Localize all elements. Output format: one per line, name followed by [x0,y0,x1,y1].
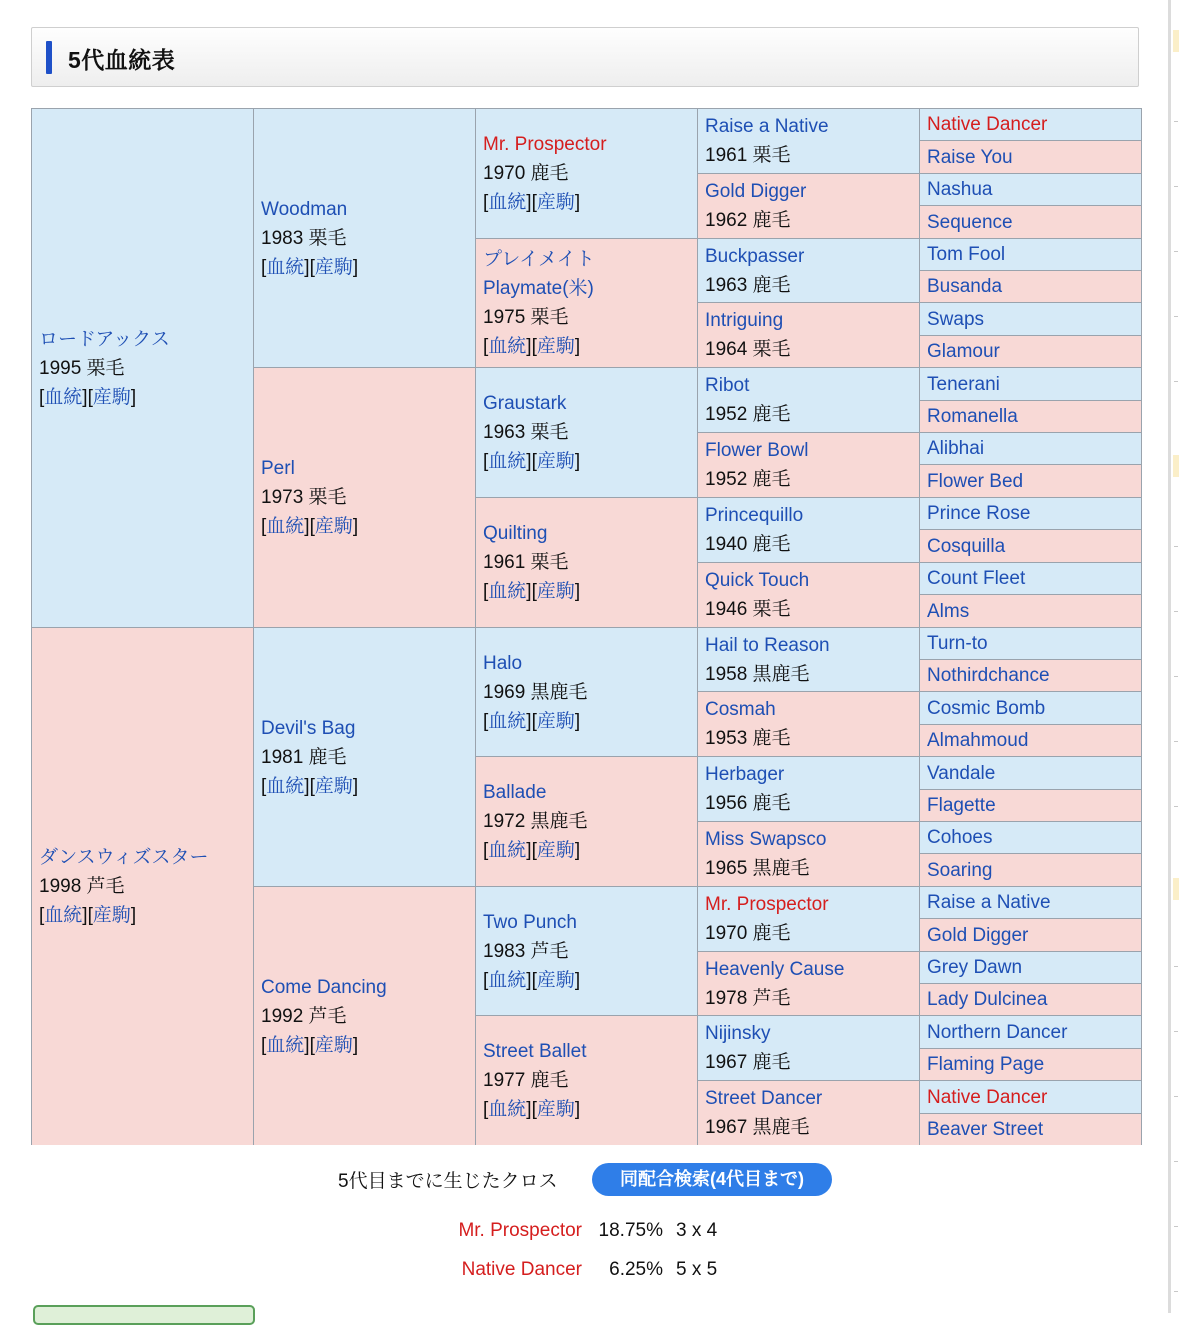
cross-horse-link[interactable]: Mr. Prospector [458,1220,582,1241]
cross-generation: 3 x 4 [676,1220,718,1241]
pedigree-cell-gen5 [920,725,1141,756]
horse-name-link[interactable]: Beaver Street [927,1119,1044,1140]
horse-name-link[interactable]: Count Fleet [927,568,1026,589]
pedigree-cell-gen3 [476,368,697,497]
horse-name-link[interactable]: Devil's Bag [261,717,356,739]
pedigree-cell-gen5 [920,465,1141,497]
pedigree-link[interactable]: 血統 [44,386,83,408]
pedigree-cell-gen4 [698,1016,919,1080]
horse-links: [血統][産駒] [483,336,581,357]
pedigree-cell-gen3 [476,109,697,238]
horse-name-link[interactable]: Nijinsky [705,1023,771,1044]
pedigree-cell-gen4 [698,303,919,367]
pedigree-cell-gen5 [920,303,1141,335]
horse-year-color: 1970 鹿毛 [483,163,569,184]
horse-name-link[interactable]: Tom Fool [927,244,1006,265]
section-header [31,27,1139,87]
pedigree-cell-gen5 [920,206,1141,238]
pedigree-cell-gen1 [32,109,253,627]
offspring-link[interactable]: 産駒 [536,192,575,213]
pedigree-link[interactable]: 血統 [266,516,305,537]
horse-name-link[interactable]: Tenerani [927,373,1000,395]
horse-name-link[interactable]: Quick Touch [705,570,810,591]
horse-name-link[interactable]: Quilting [483,523,548,544]
horse-name-link[interactable]: Mr. Prospector [705,894,829,915]
horse-links: [血統][産駒] [261,1034,359,1056]
pedigree-link[interactable]: 血統 [266,775,305,797]
pedigree-cell-gen5 [920,919,1141,951]
horse-year-color: 1946 栗毛 [705,599,791,620]
horse-name-link[interactable]: Flagette [927,795,996,816]
pedigree-cell-gen4 [698,433,919,497]
pedigree-cell-gen2 [254,887,475,1145]
pedigree-cell-gen3 [476,498,697,627]
horse-name-link[interactable]: Heavenly Cause [705,958,845,980]
horse-year-color: 1952 鹿毛 [705,469,791,490]
horse-year-color: 1962 鹿毛 [705,210,791,231]
pedigree-link[interactable]: 血統 [266,256,305,278]
horse-name-link[interactable]: Vandale [927,762,996,784]
offspring-link[interactable]: 産駒 [536,1099,575,1120]
horse-name-link[interactable]: Turn-to [927,633,988,654]
pedigree-cell-gen4 [698,822,919,886]
horse-name-link[interactable]: Swaps [927,308,985,330]
horse-year-color: 1983 栗毛 [261,227,347,249]
pedigree-cell-gen4 [698,174,919,238]
offspring-link[interactable]: 産駒 [314,775,353,797]
pedigree-cell-gen3 [476,1016,697,1145]
horse-name-link[interactable]: Raise You [927,146,1013,168]
horse-name-link[interactable]: Nothirdchance [927,665,1050,686]
horse-year-color: 1998 芦毛 [39,876,125,897]
horse-name-link[interactable]: Cosquilla [927,535,1006,557]
horse-year-color: 1953 鹿毛 [705,728,791,749]
pedigree-cell-gen2 [254,109,475,367]
horse-year-color: 1967 鹿毛 [705,1052,791,1073]
page-title: 5代血統表 [68,47,176,73]
offspring-link[interactable]: 産駒 [314,256,353,278]
pedigree-cell-gen5 [920,433,1141,464]
horse-name-link[interactable]: Native Dancer [927,1086,1048,1108]
offspring-link[interactable]: 産駒 [536,451,575,472]
offspring-link[interactable]: 産駒 [92,386,131,408]
horse-links: [血統][産駒] [39,386,137,408]
horse-name-link[interactable]: Romanella [927,406,1018,427]
pedigree-cell-gen4 [698,952,919,1015]
horse-year-color: 1958 黒鹿毛 [705,663,810,685]
horse-year-color: 1983 芦毛 [483,940,569,962]
horse-name-link[interactable]: Miss Swapsco [705,829,827,850]
horse-year-color: 1956 鹿毛 [705,793,791,814]
pedigree-cell-gen5 [920,368,1141,400]
horse-name-link[interactable]: Sequence [927,211,1013,233]
pedigree-link[interactable]: 血統 [488,1099,527,1120]
horse-links: [血統][産駒] [483,451,581,472]
pedigree-cell-gen1 [32,628,253,1145]
horse-name-link[interactable]: Native Dancer [927,114,1048,135]
cross-header [0,1160,1179,1200]
pedigree-cell-gen5 [920,563,1141,594]
pedigree-cell-gen5 [920,109,1141,140]
horse-year-color: 1961 栗毛 [483,552,569,573]
horse-name-link[interactable]: Woodman [261,198,348,220]
horse-name-link[interactable]: Cosmic Bomb [927,697,1046,719]
horse-name-link[interactable]: Come Dancing [261,976,387,998]
pedigree-cell-gen5 [920,530,1141,562]
pedigree-link[interactable]: 血統 [266,1034,305,1056]
horse-name-link[interactable]: Flaming Page [927,1054,1045,1075]
horse-year-color: 1975 栗毛 [483,307,569,328]
horse-year-color: 1965 黒鹿毛 [705,858,810,879]
horse-links: [血統][産駒] [483,1099,581,1120]
offspring-link[interactable]: 産駒 [536,840,575,861]
pedigree-cell-gen5 [920,887,1141,918]
horse-name-link[interactable]: Cosmah [705,699,776,720]
pedigree-cell-gen5 [920,141,1141,173]
horse-name-link[interactable]: Prince Rose [927,503,1031,524]
horse-name-link[interactable]: Nashua [927,179,993,200]
horse-year-color: 1995 栗毛 [39,357,125,379]
pedigree-cell-gen5 [920,336,1141,367]
horse-year-color: 1967 黒鹿毛 [705,1117,810,1138]
pedigree-table [31,108,1142,1145]
pedigree-cell-gen5 [920,1016,1141,1048]
horse-links: [血統][産駒] [261,256,359,278]
pedigree-cell-gen4 [698,1081,919,1145]
pedigree-cell-gen4 [698,563,919,627]
pedigree-cell-gen4 [698,692,919,756]
horse-name-link[interactable]: Grey Dawn [927,957,1023,978]
offspring-link[interactable]: 産駒 [92,905,131,926]
horse-name-link[interactable]: Raise a Native [705,116,829,137]
pedigree-cell-gen3 [476,887,697,1015]
horse-name-link[interactable]: Alms [927,600,970,622]
horse-name-link[interactable]: Flower Bed [927,470,1024,492]
horse-name-link[interactable]: プレイメイト [483,249,595,270]
pedigree-cell-gen4 [698,368,919,432]
pedigree-cell-gen5 [920,757,1141,789]
offspring-link[interactable]: 産駒 [536,969,575,991]
horse-links: [血統][産駒] [39,905,137,926]
horse-name-link[interactable]: Gold Digger [705,181,807,202]
horse-name-link[interactable]: Street Dancer [705,1088,823,1109]
horse-name-link[interactable]: Flower Bowl [705,440,809,461]
pedigree-cell-gen5 [920,984,1141,1015]
horse-links: [血統][産駒] [483,840,581,861]
horse-name-link[interactable]: Raise a Native [927,892,1051,913]
pedigree-cell-gen5 [920,660,1141,691]
header-accent [46,41,52,74]
horse-year-color: 1963 栗毛 [483,422,569,443]
pedigree-cell-gen2 [254,368,475,627]
horse-name-link[interactable]: Northern Dancer [927,1021,1068,1043]
horse-links: [血統][産駒] [483,710,581,732]
pedigree-cell-gen4 [698,628,919,691]
pedigree-cell-gen5 [920,1049,1141,1080]
horse-year-color: 1961 栗毛 [705,145,791,166]
pedigree-cell-gen5 [920,595,1141,627]
horse-name-link[interactable]: Cohoes [927,827,993,848]
offspring-link[interactable]: 産駒 [536,581,575,602]
pedigree-cell-gen4 [698,109,919,173]
horse-name-link[interactable]: Ribot [705,375,750,396]
horse-name-link[interactable]: Glamour [927,341,1000,362]
pedigree-cell-gen5 [920,239,1141,270]
horse-name-link[interactable]: Gold Digger [927,924,1029,946]
cross-percent: 18.75% [598,1220,663,1241]
offspring-link[interactable]: 産駒 [314,1034,353,1056]
pedigree-cell-gen5 [920,401,1141,432]
offspring-link[interactable]: 産駒 [536,336,575,357]
horse-name-link[interactable]: Intriguing [705,310,784,331]
horse-year-color: 1963 鹿毛 [705,274,791,296]
pedigree-cell-gen5 [920,628,1141,659]
horse-name-alt-link[interactable]: Playmate(米) [483,278,594,299]
pedigree-link[interactable]: 血統 [488,336,527,357]
pedigree-link[interactable]: 血統 [488,451,527,472]
horse-year-color: 1981 鹿毛 [261,746,347,768]
horse-name-link[interactable]: ロードアックス [39,328,170,350]
pedigree-cell-gen5 [920,854,1141,886]
horse-name-link[interactable]: Halo [483,652,523,674]
pedigree-cell-gen5 [920,692,1141,724]
pedigree-cell-gen5 [920,790,1141,821]
pedigree-cell-gen3 [476,757,697,886]
horse-name-link[interactable]: Alibhai [927,438,985,459]
horse-name-link[interactable]: Two Punch [483,911,577,933]
cross-percent: 6.25% [609,1259,663,1280]
horse-links: [血統][産駒] [483,969,581,991]
horse-name-link[interactable]: Princequillo [705,505,804,526]
pedigree-cell-gen4 [698,887,919,951]
horse-links: [血統][産駒] [261,516,359,537]
horse-year-color: 1978 芦毛 [705,987,791,1009]
pedigree-cell-gen5 [920,174,1141,205]
right-panel-edge [1172,0,1179,1313]
pedigree-cell-gen2 [254,628,475,886]
horse-links: [血統][産駒] [483,192,581,213]
horse-name-link[interactable]: Herbager [705,764,785,785]
pedigree-link[interactable]: 血統 [488,969,527,991]
horse-name-link[interactable]: Busanda [927,276,1003,297]
pedigree-link[interactable]: 血統 [488,710,527,732]
bottom-action-button[interactable] [33,1305,255,1325]
cross-row [0,1220,1179,1246]
horse-name-link[interactable]: Perl [261,458,295,479]
horse-year-color: 1972 黒鹿毛 [483,811,588,832]
pedigree-cell-gen3 [476,628,697,756]
pedigree-link[interactable]: 血統 [488,581,527,602]
offspring-link[interactable]: 産駒 [314,516,353,537]
horse-year-color: 1952 鹿毛 [705,404,791,425]
pedigree-link[interactable]: 血統 [488,192,527,213]
horse-name-link[interactable]: Graustark [483,393,567,414]
horse-name-link[interactable]: Lady Dulcinea [927,989,1048,1010]
horse-year-color: 1940 鹿毛 [705,534,791,555]
pedigree-link[interactable]: 血統 [488,840,527,861]
horse-name-link[interactable]: Buckpasser [705,245,805,267]
horse-name-link[interactable]: Hail to Reason [705,634,830,656]
horse-year-color: 1992 芦毛 [261,1005,347,1027]
horse-name-link[interactable]: Soaring [927,859,993,881]
pedigree-link[interactable]: 血統 [44,905,83,926]
cross-generation: 5 x 5 [676,1259,718,1280]
cross-horse-link[interactable]: Native Dancer [461,1259,582,1280]
pedigree-cell-gen5 [920,822,1141,853]
horse-links: [血統][産駒] [483,581,581,602]
pedigree-cell-gen4 [698,498,919,562]
horse-name-link[interactable]: ダンスウィズスター [39,847,209,868]
pedigree-cell-gen5 [920,1114,1141,1145]
cross-label: 5代目までに生じたクロス [338,1171,558,1192]
horse-links: [血統][産駒] [261,775,359,797]
pedigree-cell-gen4 [698,757,919,821]
pedigree-cell-gen5 [920,1081,1141,1113]
horse-name-link[interactable]: Almahmoud [927,730,1029,751]
pedigree-cell-gen4 [698,239,919,302]
horse-year-color: 1964 栗毛 [705,339,791,360]
horse-name-link[interactable]: Ballade [483,782,547,803]
pedigree-cell-gen3 [476,239,697,367]
cross-row [0,1259,1179,1285]
horse-year-color: 1977 鹿毛 [483,1070,569,1091]
horse-name-link[interactable]: Mr. Prospector [483,134,607,155]
pedigree-cell-gen5 [920,498,1141,529]
horse-year-color: 1973 栗毛 [261,487,347,508]
right-panel-border [1168,0,1171,1313]
horse-year-color: 1970 鹿毛 [705,923,791,944]
same-breeding-search-button[interactable]: 同配合検索(4代目まで) [592,1163,832,1196]
pedigree-cell-gen5 [920,271,1141,302]
pedigree-cell-gen5 [920,952,1141,983]
horse-name-link[interactable]: Street Ballet [483,1041,587,1062]
offspring-link[interactable]: 産駒 [536,710,575,732]
horse-year-color: 1969 黒鹿毛 [483,681,588,703]
